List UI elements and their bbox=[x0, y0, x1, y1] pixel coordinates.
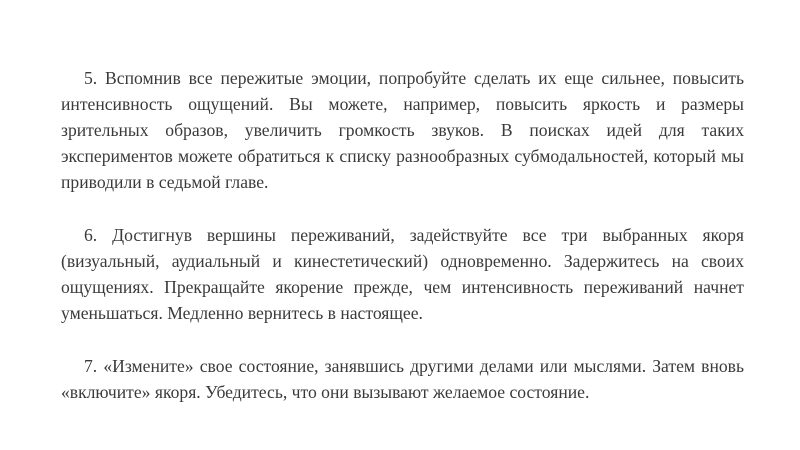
paragraph-step-5: 5. Вспомнив все пережитые эмоции, попробуйте сделать их еще сильнее, повысить интенсивность ощущений. Вы можете, например, повысить яркость и размеры зрительных образов, увеличить громкость звуков. В поисках идей для таких экспериментов можете обратиться к списку разнообразных субмодальностей, который мы приводили в седьмой главе. bbox=[61, 68, 744, 192]
paragraph-step-7: 7. «Измените» свое состояние, занявшись другими делами или мыслями. Затем вновь «включите» якоря. Убедитесь, что они вызывают желаемое состояние. bbox=[61, 356, 744, 402]
paragraph-step-6: 6. Достигнув вершины переживаний, задействуйте все три выбранных якоря (визуальный, аудиальный и кинестетический) одновременно. Задержитесь на своих ощущениях. Прекращайте якорение прежде, чем интенсивность переживаний начнет уменьшаться. Медленно вернитесь в настоящее. bbox=[61, 225, 744, 323]
